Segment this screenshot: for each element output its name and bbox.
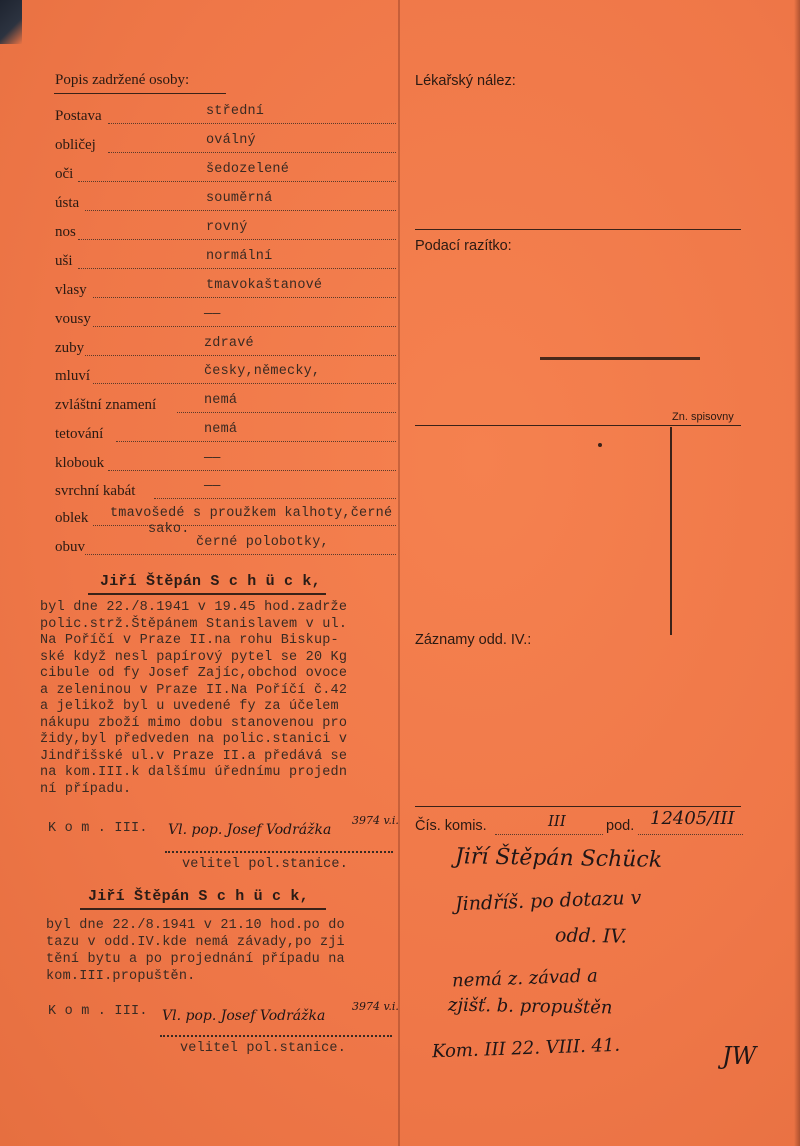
report-line: nákupu zboží mimo dobu stanovenou pro — [40, 715, 348, 731]
field-dotted-line — [93, 525, 396, 526]
report-line: ní případu. — [40, 781, 132, 797]
field-label: oči — [55, 166, 74, 182]
field-label: uši — [55, 253, 73, 269]
field-label: mluví — [55, 368, 91, 384]
field-dotted-line — [85, 210, 396, 211]
report2-sign-line — [160, 1035, 392, 1037]
report2-signature-note: 3974 v.i. — [352, 1000, 399, 1013]
field-value: česky,německy, — [204, 364, 321, 379]
report-line: kom.III.propuštěn. — [46, 969, 196, 984]
field-dotted-line — [93, 383, 396, 384]
field-value: sako. — [148, 522, 190, 537]
field-dotted-line — [85, 355, 396, 356]
field-label: Postava — [55, 108, 102, 124]
report-line: cibule od fy Josef Zajíc,obchod ovoce — [40, 666, 348, 681]
komis-label: Čís. komis. — [415, 818, 487, 834]
field-label: svrchní kabát — [55, 483, 136, 499]
report1-commander: velitel pol.stanice. — [182, 857, 349, 872]
field-dotted-line — [93, 326, 396, 327]
field-value: souměrná — [206, 191, 273, 206]
report-line: židy,byl předveden na polic.stanici v — [40, 732, 348, 747]
report-line: Jindřišské ul.v Praze II.a předává se — [40, 748, 348, 764]
field-value: tmavokaštanové — [206, 278, 323, 293]
report-line: Na Poříčí v Praze II.na rohu Biskup- — [40, 633, 339, 648]
report-line: byl dne 22./8.1941 v 19.45 hod.zadrže — [40, 600, 348, 615]
komis-line — [495, 834, 603, 835]
handwriting-line: Jindříš. po dotazu v — [454, 886, 642, 916]
medical-rule — [415, 229, 741, 230]
field-label: nos — [55, 224, 76, 240]
pod-line — [638, 834, 743, 835]
handwriting-line: nemá z. závad a — [451, 965, 599, 992]
field-value: rovný — [206, 220, 248, 235]
page-fold — [398, 0, 400, 1146]
file-label: Zn. spisovny — [672, 411, 734, 423]
stamp-label: Podací razítko: — [415, 238, 512, 254]
stamp-mark — [540, 357, 700, 360]
field-value: zdravé — [204, 336, 254, 351]
report-line: a zeleninou v Praze II.Na Poříčí č.42 — [40, 682, 348, 698]
handwriting-line: odd. IV. — [554, 924, 627, 948]
field-label: obličej — [55, 137, 96, 153]
field-value: tmavošedé s proužkem kalhoty,černé — [110, 506, 393, 521]
field-label: vlasy — [55, 282, 87, 298]
field-value: —— — [204, 451, 221, 466]
dept-label: Záznamy odd. IV.: — [415, 632, 532, 648]
report2-signature: Vl. pop. Josef Vodrážka — [162, 1008, 326, 1024]
dept-rule — [415, 806, 741, 807]
report1-name-underline — [88, 593, 326, 595]
field-value: nemá — [204, 422, 238, 437]
section-title: Popis zadržené osoby: — [55, 72, 190, 88]
pod-value: 12405/III — [650, 808, 735, 829]
report-line: tazu v odd.IV.kde nemá závady,po zji — [46, 935, 345, 950]
report-line: byl dne 22./8.1941 v 21.10 hod.po do — [46, 918, 345, 933]
field-dotted-line — [108, 123, 396, 124]
pod-label: pod. — [606, 818, 635, 834]
field-value: normální — [206, 249, 273, 264]
field-dotted-line — [78, 239, 396, 240]
field-dotted-line — [93, 297, 396, 298]
file-rule — [415, 425, 741, 426]
field-value: nemá — [204, 393, 238, 408]
field-dotted-line — [108, 470, 396, 471]
field-dotted-line — [177, 412, 396, 413]
section-title-underline — [54, 93, 226, 94]
field-label: ústa — [55, 195, 80, 211]
field-value: šedozelené — [206, 162, 290, 177]
report-line: na kom.III.k dalšímu úřednímu projedn — [40, 765, 348, 780]
field-value: černé polobotky, — [196, 535, 329, 550]
torn-corner — [0, 0, 22, 44]
report1-sign-line — [165, 851, 393, 853]
page-edge — [794, 0, 800, 1146]
file-divider — [670, 427, 672, 635]
field-label: tetování — [55, 426, 104, 442]
handwriting-line: Jiří Štěpán Schück — [454, 844, 663, 873]
report-line: ské když nesl papírový pytel se 20 Kg — [40, 649, 348, 665]
report-line: tění bytu a po projednání případu na — [46, 952, 345, 967]
dot-mark — [598, 443, 602, 447]
komis-value: III — [548, 812, 566, 830]
report1-name: Jiří Štěpán S c h ü c k, — [100, 573, 321, 590]
report1-station: K o m . III. — [48, 821, 148, 836]
field-dotted-line — [154, 498, 396, 499]
field-label: zuby — [55, 340, 85, 356]
field-dotted-line — [78, 181, 396, 182]
report2-name: Jiří Štěpán S c h ü c k, — [88, 888, 309, 905]
report2-name-underline — [80, 908, 326, 910]
report-line: a jelikož byl u uvedené fy za účelem — [40, 699, 339, 714]
field-value: střední — [206, 104, 265, 119]
initials: JW — [722, 1042, 757, 1070]
field-dotted-line — [108, 152, 396, 153]
field-label: klobouk — [55, 455, 105, 471]
report1-signature-note: 3974 v.i. — [352, 814, 399, 827]
report1-signature: Vl. pop. Josef Vodrážka — [168, 822, 332, 838]
handwriting-line: zjišť. b. propuštěn — [447, 994, 613, 1019]
handwriting-line: Kom. III 22. VIII. 41. — [431, 1034, 621, 1063]
field-dotted-line — [116, 441, 396, 442]
field-value: oválný — [206, 133, 256, 148]
report-line: polic.strž.Štěpánem Stanislavem v ul. — [40, 616, 348, 632]
report2-commander: velitel pol.stanice. — [180, 1041, 347, 1056]
field-dotted-line — [78, 268, 396, 269]
field-dotted-line — [85, 554, 396, 555]
medical-label: Lékařský nález: — [415, 73, 516, 89]
field-value: —— — [204, 479, 221, 494]
field-label: zvláštní znamení — [55, 397, 157, 413]
field-label: oblek — [55, 510, 89, 526]
field-label: vousy — [55, 311, 91, 327]
report2-station: K o m . III. — [48, 1004, 148, 1019]
field-label: obuv — [55, 539, 85, 555]
field-value: —— — [204, 307, 221, 322]
